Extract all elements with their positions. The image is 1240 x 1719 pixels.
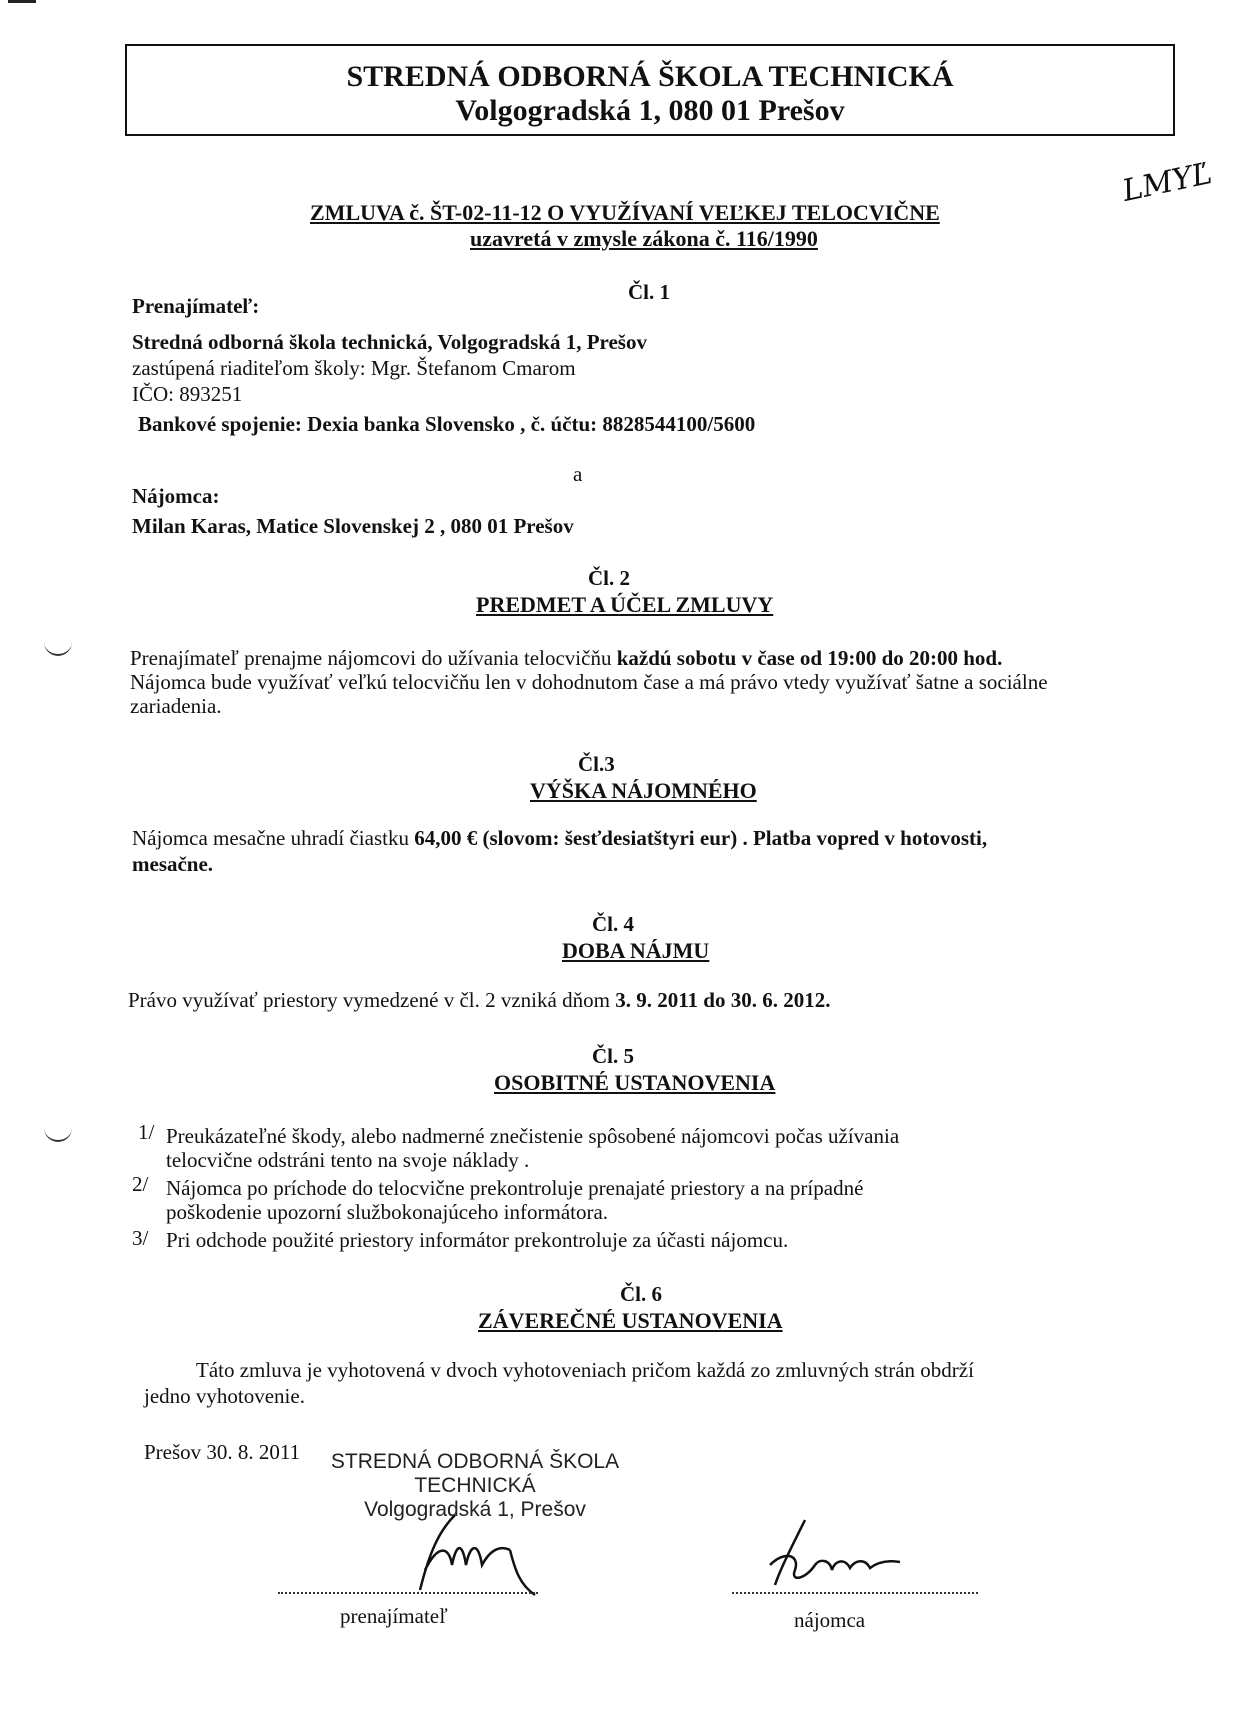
art5-item-3-num: 3/	[132, 1226, 149, 1250]
art5-item-1-line2: telocvične odstráni tento na svoje náklady .	[166, 1148, 530, 1172]
art3-title: VÝŠKA NÁJOMNÉHO	[530, 778, 757, 803]
art4-heading: Čl. 4	[592, 912, 634, 936]
art5-item-1-line1: Preukázateľné škody, alebo nadmerné znečistenie spôsobené nájomcovi počas užívania	[166, 1124, 900, 1148]
tenant-label: Nájomca:	[132, 484, 220, 508]
lessor-role-label: prenajímateľ	[340, 1604, 448, 1628]
art2-title: PREDMET A ÚČEL ZMLUVY	[476, 592, 774, 617]
place-date: Prešov 30. 8. 2011	[144, 1440, 301, 1464]
school-header-box	[125, 44, 1175, 136]
art5-item-2-num: 2/	[132, 1172, 149, 1196]
lessor-label: Prenajímateľ:	[132, 294, 260, 318]
art3-line2: mesačne.	[132, 852, 214, 876]
contract-title: ZMLUVA č. ŠT-02-11-12 O VYUŽÍVANÍ VEĽKEJ TELOCVIČNE	[310, 200, 940, 225]
art2-heading: Čl. 2	[588, 566, 630, 590]
art1-heading: Čl. 1	[628, 280, 670, 304]
lessor-signature	[400, 1510, 570, 1600]
art6-line2: jedno vyhotovenie.	[144, 1384, 305, 1408]
art5-item-1-num: 1/	[138, 1120, 155, 1144]
handwritten-note: LMYĽ	[1119, 155, 1216, 210]
lessor-ico: IČO: 893251	[132, 382, 243, 406]
art6-line1: Táto zmluva je vyhotovená v dvoch vyhotoveniach pričom každá zo zmluvných strán obdrží	[196, 1358, 974, 1382]
art5-heading: Čl. 5	[592, 1044, 634, 1068]
art3-heading: Čl.3	[578, 752, 615, 776]
tenant-name: Milan Karas, Matice Slovenskej 2 , 080 01 Prešov	[132, 514, 574, 538]
scan-mark-top-left	[8, 0, 36, 3]
margin-mark	[44, 640, 72, 656]
art5-item-2-line1: Nájomca po príchode do telocvične prekontroluje prenajaté priestory a na prípadné	[166, 1176, 864, 1200]
art3-line1	[132, 826, 987, 850]
school-address: Volgogradská 1, 080 01 Prešov	[455, 94, 845, 127]
art4-period: 3. 9. 2011 do 30. 6. 2012.	[615, 988, 831, 1012]
art2-line1-time: každú sobotu v čase od 19:00 do 20:00 hod.	[616, 646, 1003, 670]
art4-title: DOBA NÁJMU	[562, 938, 710, 963]
art2-line1	[130, 646, 1002, 670]
art2-line3: zariadenia.	[130, 694, 222, 718]
art6-title: ZÁVEREČNÉ USTANOVENIA	[478, 1308, 783, 1333]
lessor-name: Stredná odborná škola technická, Volgogradská 1, Prešov	[132, 330, 647, 354]
lessor-bank: Bankové spojenie: Dexia banka Slovensko , č. účtu: 8828544100/5600	[138, 412, 756, 436]
and-connector: a	[573, 462, 583, 486]
art5-title: OSOBITNÉ USTANOVENIA	[494, 1070, 776, 1095]
art2-line1-text: Prenajímateľ prenajme nájomcovi do užívania telocvičňu	[130, 646, 617, 670]
lessor-representative: zastúpená riaditeľom školy: Mgr. Štefanom Cmarom	[132, 356, 576, 380]
art6-heading: Čl. 6	[620, 1282, 662, 1306]
tenant-signature	[760, 1510, 910, 1590]
tenant-signature-line	[732, 1592, 978, 1594]
school-name: STREDNÁ ODBORNÁ ŠKOLA TECHNICKÁ	[346, 60, 954, 93]
stamp-line-1: STREDNÁ ODBORNÁ ŠKOLA	[330, 1450, 620, 1473]
stamp-line-3: Volgogradská 1, Prešov	[364, 1498, 586, 1521]
art3-line1-text: Nájomca mesačne uhradí čiastku	[132, 826, 415, 850]
art4-line-text: Právo využívať priestory vymedzené v čl. 2 vzniká dňom	[128, 988, 616, 1012]
art3-amount: 64,00 € (slovom: šesťdesiatštyri eur) . Platba vopred v hotovosti,	[414, 826, 988, 850]
art2-line2: Nájomca bude využívať veľkú telocvičňu len v dohodnutom čase a má právo vtedy využívať šatne a sociálne	[130, 670, 1048, 694]
tenant-role-label: nájomca	[794, 1608, 866, 1632]
art5-item-2-line2: poškodenie upozorní službokonajúceho informátora.	[166, 1200, 609, 1224]
contract-subtitle: uzavretá v zmysle zákona č. 116/1990	[470, 226, 818, 251]
lessor-signature-line	[278, 1592, 538, 1594]
margin-mark	[44, 1126, 72, 1142]
stamp-line-2: TECHNICKÁ	[414, 1474, 536, 1497]
art5-item-3-line1: Pri odchode použité priestory informátor prekontroluje za účasti nájomcu.	[166, 1228, 789, 1252]
art4-line	[128, 988, 830, 1012]
